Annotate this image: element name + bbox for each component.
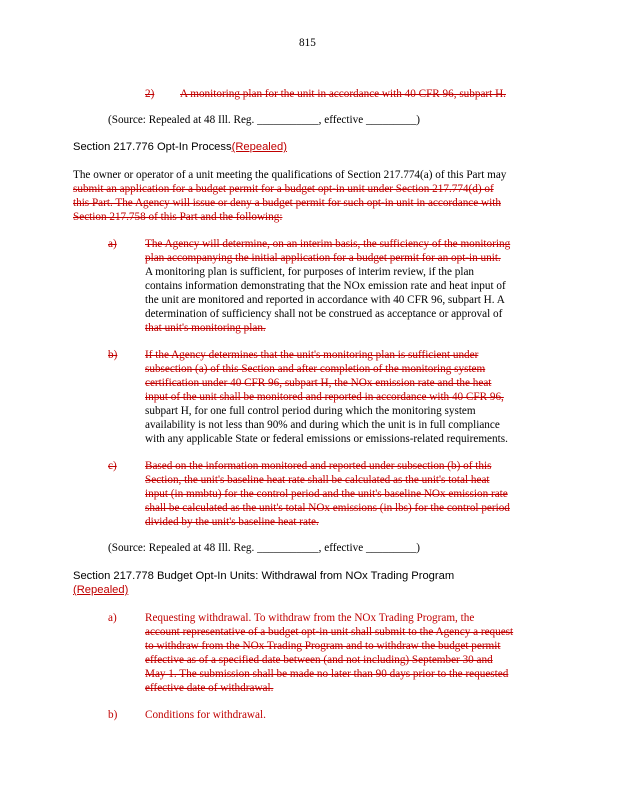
intro-line: Section 217.758 of this Part and the following: <box>73 211 283 223</box>
item-line: with any applicable State or federal emissions or emissions-related requirements. <box>145 433 508 445</box>
item-line: Section, the unit's baseline heat rate shall be calculated as the unit's total heat <box>145 474 490 486</box>
section-heading-776 <box>73 141 287 153</box>
item-line: availability is not less than 90% and during which the unit is in full compliance <box>145 419 500 431</box>
item-line: Requesting withdrawal. To withdraw from the NOx Trading Program, the <box>145 612 475 624</box>
item-line: The Agency will determine, on an interim basis, the sufficiency of the monitoring <box>145 238 511 250</box>
item-label-b-778: b) <box>108 709 118 721</box>
item-text-2: A monitoring plan for the unit in accordance with 40 CFR 96, subpart H. <box>180 88 506 100</box>
source-note-2: (Source: Repealed at 48 Ill. Reg. ___________, effective _________) <box>108 542 421 554</box>
item-line: effective date of withdrawal. <box>145 682 274 694</box>
item-line: to withdraw from the NOx Trading Program and to withdraw the budget permit <box>145 640 501 652</box>
item-line: input (in mmbtu) for the control period and the unit's baseline NOx emission rate <box>145 488 508 500</box>
item-line: account representative of a budget opt-in unit shall submit to the Agency a request <box>145 626 514 638</box>
item-label-a: a) <box>108 238 117 250</box>
intro-line: this Part. The Agency will issue or deny a budget permit for such opt-in unit in accordance with <box>73 197 501 209</box>
item-line: Conditions for withdrawal. <box>145 709 266 721</box>
item-line: A monitoring plan is sufficient, for purposes of interim review, if the plan <box>145 266 475 278</box>
item-line: shall be calculated as the unit's total NOx emissions (in lbs) for the control period <box>145 502 510 514</box>
item-label-a-778: a) <box>108 612 117 624</box>
item-line: the unit are monitored and reported in accordance with 40 CFR 96, subpart H. A <box>145 294 505 306</box>
item-line: input of the unit shall be monitored and reported in accordance with 40 CFR 96, <box>145 391 504 403</box>
item-line: contains information demonstrating that the NOx emission rate and heat input of <box>145 280 506 292</box>
item-line: effective as of a specified date between (and not including) September 30 and <box>145 654 493 666</box>
item-line: subpart H, for one full control period during which the monitoring system <box>145 405 476 417</box>
item-label-2: 2) <box>145 88 155 100</box>
item-line: If the Agency determines that the unit's monitoring plan is sufficient under <box>145 349 479 361</box>
repealed-status: (Repealed) <box>231 141 287 153</box>
item-label-c: c) <box>108 460 117 472</box>
item-line: that unit's monitoring plan. <box>145 322 266 334</box>
source-note: (Source: Repealed at 48 Ill. Reg. ___________, effective _________) <box>108 114 421 126</box>
intro-line: The owner or operator of a unit meeting the qualifications of Section 217.774(a) of this Part may <box>73 169 507 181</box>
section-title: Section 217.776 Opt-In Process <box>73 141 232 153</box>
intro-line: submit an application for a budget permit for a budget opt-in unit under Section 217.774(d) of <box>73 183 494 195</box>
item-line: plan accompanying the initial application for a budget permit for an opt-in unit. <box>145 252 501 264</box>
item-line: subsection (a) of this Section and after completion of the monitoring system <box>145 363 486 375</box>
item-line: Based on the information monitored and reported under subsection (b) of this <box>145 460 492 472</box>
repealed-status-778: (Repealed) <box>73 584 129 596</box>
section-heading-778: Section 217.778 Budget Opt-In Units: Withdrawal from NOx Trading Program <box>73 570 455 582</box>
item-line: determination of sufficiency shall not be construed as acceptance or approval of <box>145 308 503 320</box>
item-line: certification under 40 CFR 96, subpart H, the NOx emission rate and the heat <box>145 377 492 389</box>
item-line: May 1. The submission shall be made no later than 90 days prior to the requested <box>145 668 509 680</box>
item-line: divided by the unit's baseline heat rate. <box>145 516 319 528</box>
item-label-b: b) <box>108 349 118 361</box>
page-number: 815 <box>299 37 316 49</box>
